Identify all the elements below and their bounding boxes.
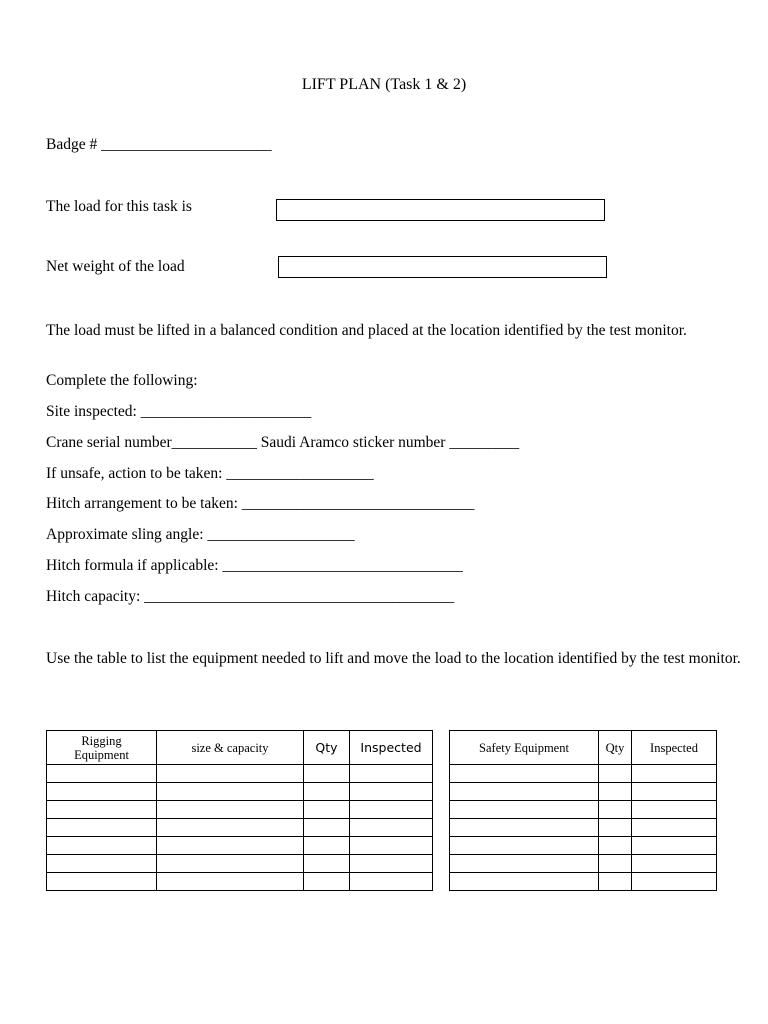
- rigging-cell[interactable]: [47, 765, 157, 783]
- badge-field-label: Badge # ______________________: [46, 136, 272, 153]
- rigging-cell[interactable]: [350, 765, 433, 783]
- load-task-label: The load for this task is: [46, 198, 192, 215]
- load-task-input[interactable]: [276, 199, 605, 221]
- safety-cell[interactable]: [632, 819, 717, 837]
- rigging-cell[interactable]: [304, 819, 350, 837]
- safety-cell[interactable]: [632, 855, 717, 873]
- rigging-cell[interactable]: [304, 765, 350, 783]
- rigging-cell[interactable]: [157, 783, 304, 801]
- rigging-cell[interactable]: [47, 855, 157, 873]
- hitch-formula-field: Hitch formula if applicable: _______________________________: [46, 557, 463, 574]
- rigging-cell[interactable]: [350, 819, 433, 837]
- safety-cell[interactable]: [599, 783, 632, 801]
- safety-header-inspected: Inspected: [632, 731, 717, 765]
- rigging-cell[interactable]: [304, 801, 350, 819]
- rigging-cell[interactable]: [157, 801, 304, 819]
- rigging-row: [47, 765, 433, 783]
- rigging-cell[interactable]: [304, 783, 350, 801]
- page-title: LIFT PLAN (Task 1 & 2): [301, 76, 467, 93]
- safety-row: [450, 855, 717, 873]
- rigging-cell[interactable]: [350, 837, 433, 855]
- rigging-header-inspected: Inspected: [350, 731, 433, 765]
- safety-cell[interactable]: [450, 855, 599, 873]
- rigging-equipment-table: [46, 730, 433, 891]
- rigging-cell[interactable]: [47, 783, 157, 801]
- net-weight-label: Net weight of the load: [46, 258, 185, 275]
- rigging-row: [47, 873, 433, 891]
- safety-header-qty: Qty: [599, 731, 632, 765]
- net-weight-input[interactable]: [278, 256, 607, 278]
- safety-cell[interactable]: [632, 837, 717, 855]
- safety-cell[interactable]: [599, 819, 632, 837]
- safety-cell[interactable]: [450, 783, 599, 801]
- safety-cell[interactable]: [599, 837, 632, 855]
- rigging-cell[interactable]: [304, 873, 350, 891]
- safety-cell[interactable]: [599, 765, 632, 783]
- rigging-cell[interactable]: [157, 765, 304, 783]
- rigging-header-qty: Qty: [304, 731, 350, 765]
- safety-header-equipment: Safety Equipment: [450, 731, 599, 765]
- rigging-cell[interactable]: [47, 873, 157, 891]
- safety-row: [450, 783, 717, 801]
- hitch-capacity-field: Hitch capacity: ________________________________________: [46, 588, 455, 605]
- rigging-cell[interactable]: [47, 819, 157, 837]
- safety-cell[interactable]: [599, 873, 632, 891]
- rigging-cell[interactable]: [350, 873, 433, 891]
- safety-row: [450, 801, 717, 819]
- safety-cell[interactable]: [450, 765, 599, 783]
- complete-following-label: Complete the following:: [46, 372, 198, 389]
- rigging-cell[interactable]: [157, 855, 304, 873]
- rigging-cell[interactable]: [157, 873, 304, 891]
- rigging-cell[interactable]: [47, 801, 157, 819]
- table-instruction: Use the table to list the equipment needed to lift and move the load to the location identified by the test monitor.: [46, 650, 741, 667]
- safety-cell[interactable]: [632, 801, 717, 819]
- rigging-cell[interactable]: [350, 801, 433, 819]
- hitch-arrangement-field: Hitch arrangement to be taken: ______________________________: [46, 495, 475, 512]
- rigging-row: [47, 783, 433, 801]
- rigging-row: [47, 819, 433, 837]
- safety-cell[interactable]: [599, 855, 632, 873]
- rigging-cell[interactable]: [157, 837, 304, 855]
- rigging-row: [47, 801, 433, 819]
- sling-angle-field: Approximate sling angle: ___________________: [46, 526, 355, 543]
- site-inspected-field: Site inspected: ______________________: [46, 403, 312, 420]
- safety-row: [450, 765, 717, 783]
- rigging-cell[interactable]: [304, 855, 350, 873]
- safety-cell[interactable]: [632, 873, 717, 891]
- rigging-cell[interactable]: [47, 837, 157, 855]
- rigging-cell[interactable]: [304, 837, 350, 855]
- safety-cell[interactable]: [450, 873, 599, 891]
- safety-cell[interactable]: [450, 801, 599, 819]
- safety-cell[interactable]: [450, 837, 599, 855]
- rigging-row: [47, 855, 433, 873]
- safety-row: [450, 837, 717, 855]
- crane-serial-field: Crane serial number___________ Saudi Aramco sticker number _________: [46, 434, 520, 451]
- safety-equipment-table: [449, 730, 717, 891]
- safety-cell[interactable]: [632, 783, 717, 801]
- rigging-row: [47, 837, 433, 855]
- unsafe-action-field: If unsafe, action to be taken: ___________________: [46, 465, 374, 482]
- rigging-header-equipment: Rigging Equipment: [47, 731, 157, 765]
- safety-cell[interactable]: [632, 765, 717, 783]
- safety-cell[interactable]: [599, 801, 632, 819]
- rigging-cell[interactable]: [350, 783, 433, 801]
- safety-cell[interactable]: [450, 819, 599, 837]
- rigging-header-size: size & capacity: [157, 731, 304, 765]
- rigging-cell[interactable]: [157, 819, 304, 837]
- rigging-cell[interactable]: [350, 855, 433, 873]
- safety-row: [450, 819, 717, 837]
- balanced-instruction: The load must be lifted in a balanced condition and placed at the location identified by the test monitor.: [46, 322, 687, 339]
- safety-row: [450, 873, 717, 891]
